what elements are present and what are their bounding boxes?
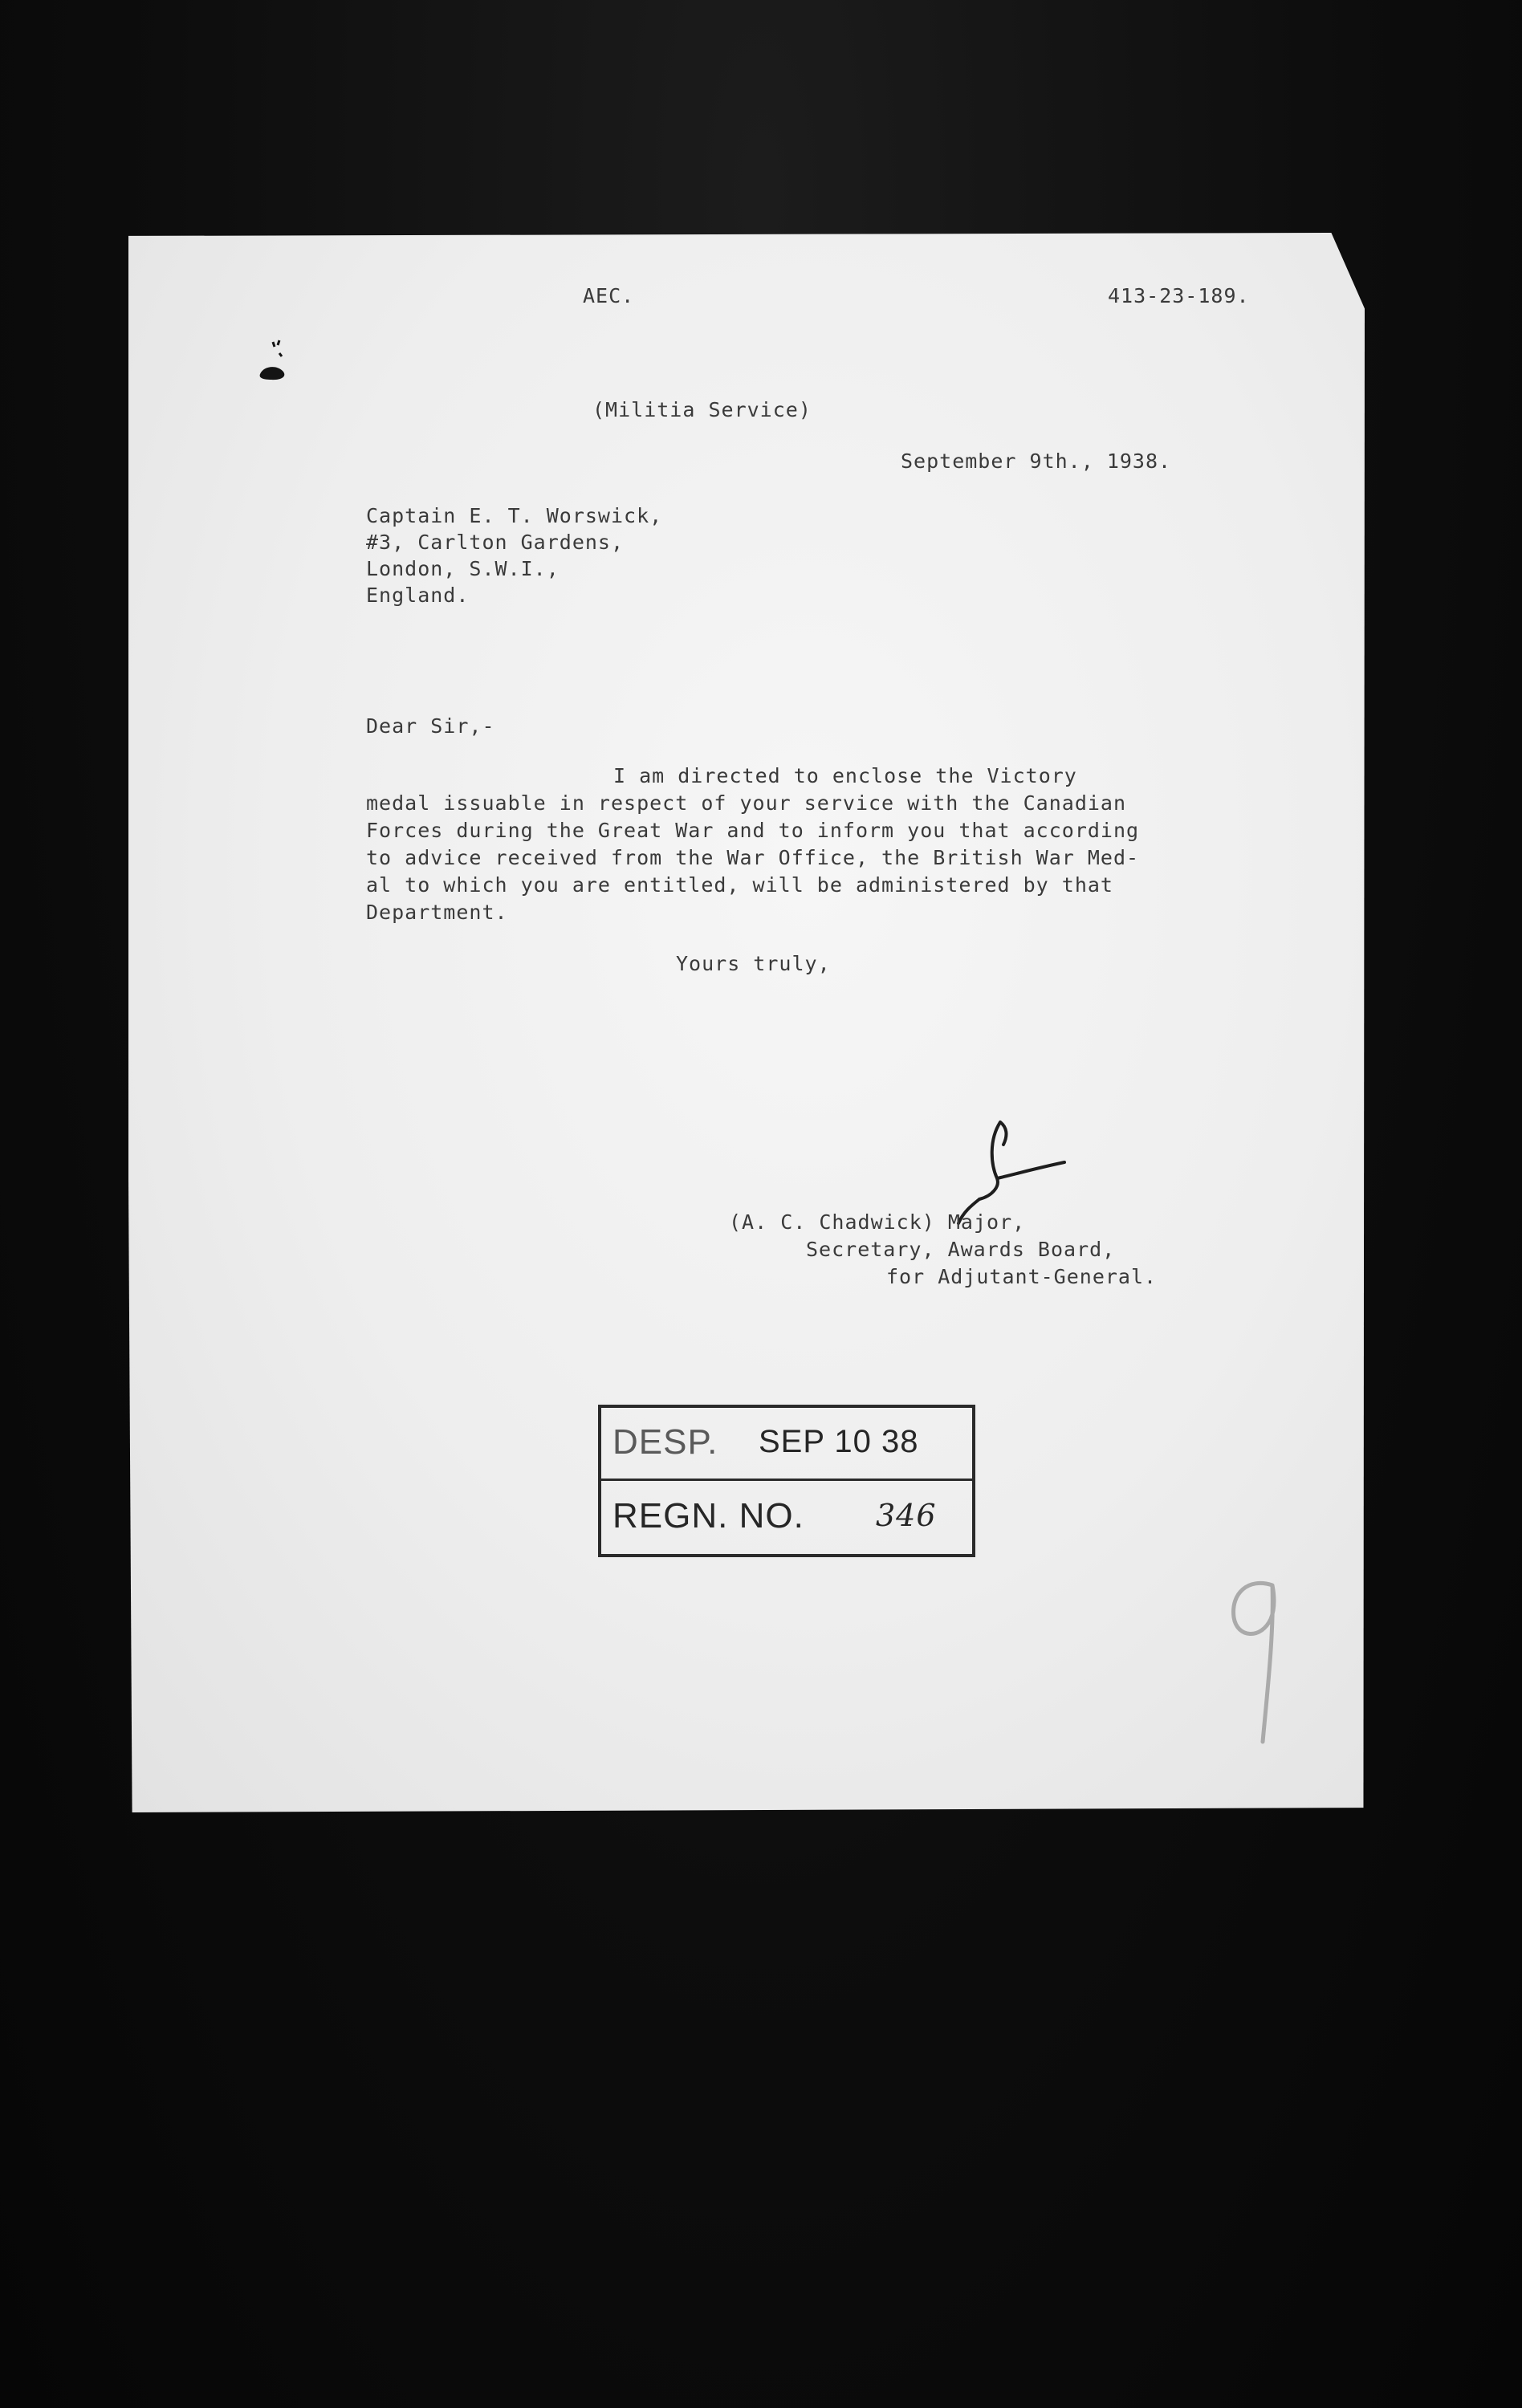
body-line: to advice received from the War Office, the British War Med-	[366, 846, 1140, 869]
recipient-line: Captain E. T. Worswick,	[366, 504, 663, 527]
recipient-line: London, S.W.I.,	[366, 557, 560, 580]
recipient-line: #3, Carlton Gardens,	[366, 531, 625, 554]
signature-line: (A. C. Chadwick) Major,	[729, 1210, 1026, 1234]
body-line: Forces during the Great War and to inform you that according	[366, 819, 1140, 842]
stamp-desp-label: DESP.	[612, 1422, 718, 1462]
body-line: Department.	[366, 901, 508, 924]
stamp-desp-date: SEP 10 38	[759, 1424, 919, 1459]
recipient-line: England.	[366, 584, 470, 607]
body-line: I am directed to enclose the Victory	[613, 764, 1077, 787]
despatch-stamp	[598, 1405, 975, 1557]
stamp-regn-label: REGN. NO.	[612, 1496, 804, 1536]
salutation: Dear Sir,-	[366, 714, 495, 738]
stamp-divider	[601, 1479, 972, 1481]
closing: Yours truly,	[676, 952, 831, 975]
service-heading: (Militia Service)	[592, 398, 812, 421]
signature-line: Secretary, Awards Board,	[806, 1238, 1116, 1261]
stamp-regn-number: 346	[876, 1498, 937, 1533]
ink-blot-mark	[255, 336, 291, 392]
file-ref-left: AEC.	[583, 284, 635, 307]
letter-page	[128, 233, 1365, 1812]
signature-line: for Adjutant-General.	[886, 1265, 1158, 1288]
pencil-mark-nine	[1216, 1569, 1288, 1754]
body-line: medal issuable in respect of your service with the Canadian	[366, 791, 1127, 815]
body-line: al to which you are entitled, will be administered by that	[366, 873, 1113, 897]
file-ref-right: 413-23-189.	[1108, 284, 1250, 307]
letter-date: September 9th., 1938.	[901, 449, 1172, 473]
